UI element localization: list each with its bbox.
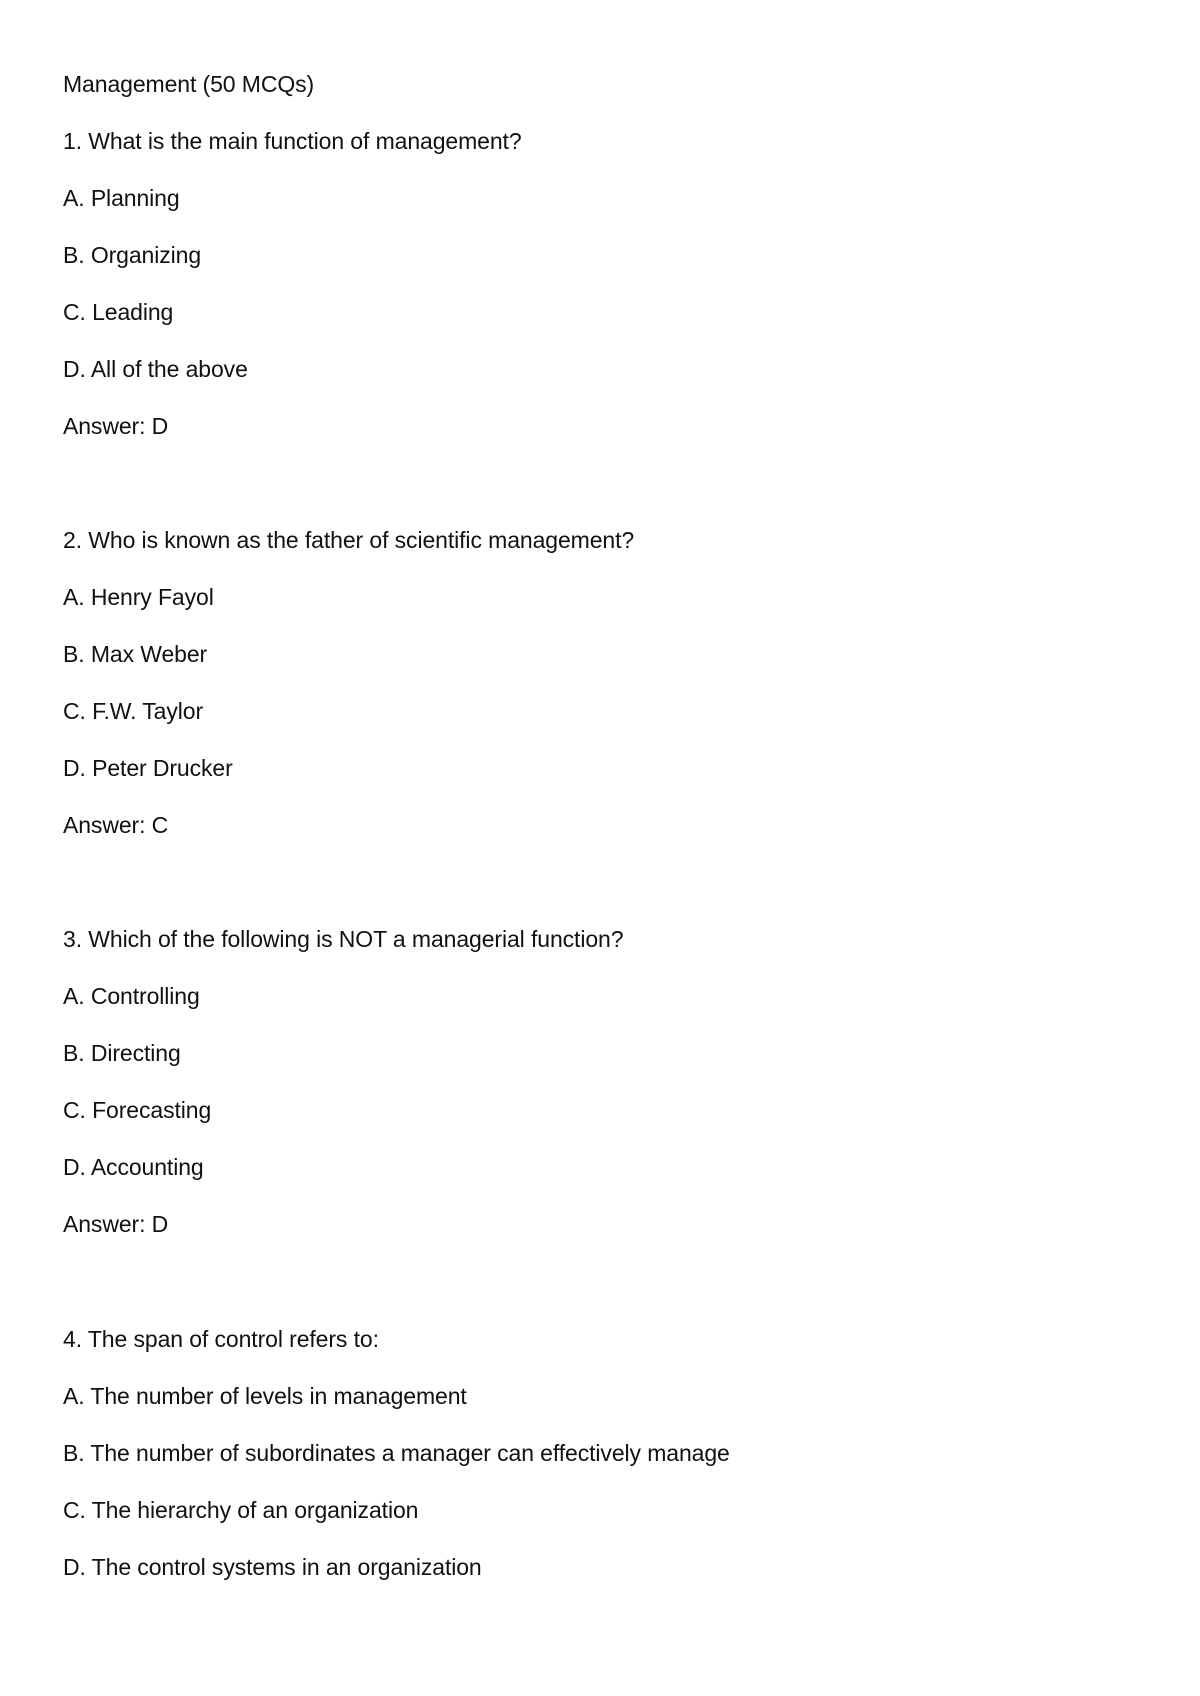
option-b: B. Organizing bbox=[63, 242, 202, 268]
option-c: C. Leading bbox=[63, 299, 174, 325]
answer-text: Answer: D bbox=[63, 1211, 169, 1237]
option-a: A. Henry Fayol bbox=[63, 584, 214, 610]
option-c: C. F.W. Taylor bbox=[63, 698, 204, 724]
option-d: D. Peter Drucker bbox=[63, 755, 233, 781]
option-a: A. Controlling bbox=[63, 983, 200, 1009]
option-c: C. Forecasting bbox=[63, 1097, 212, 1123]
question-text: 3. Which of the following is NOT a managerial function? bbox=[63, 926, 624, 952]
option-a: A. Planning bbox=[63, 185, 180, 211]
option-b: B. Directing bbox=[63, 1040, 181, 1066]
answer-text: Answer: C bbox=[63, 812, 169, 838]
option-a: A. The number of levels in management bbox=[63, 1383, 467, 1409]
option-d: D. The control systems in an organization bbox=[63, 1554, 482, 1580]
option-c: C. The hierarchy of an organization bbox=[63, 1497, 419, 1523]
question-text: 4. The span of control refers to: bbox=[63, 1326, 379, 1352]
question-text: 1. What is the main function of management? bbox=[63, 128, 522, 154]
answer-text: Answer: D bbox=[63, 413, 169, 439]
question-text: 2. Who is known as the father of scientific management? bbox=[63, 527, 635, 553]
option-b: B. Max Weber bbox=[63, 641, 208, 667]
option-d: D. All of the above bbox=[63, 356, 248, 382]
option-b: B. The number of subordinates a manager can effectively manage bbox=[63, 1440, 730, 1466]
option-d: D. Accounting bbox=[63, 1154, 204, 1180]
document-title: Management (50 MCQs) bbox=[63, 71, 315, 97]
